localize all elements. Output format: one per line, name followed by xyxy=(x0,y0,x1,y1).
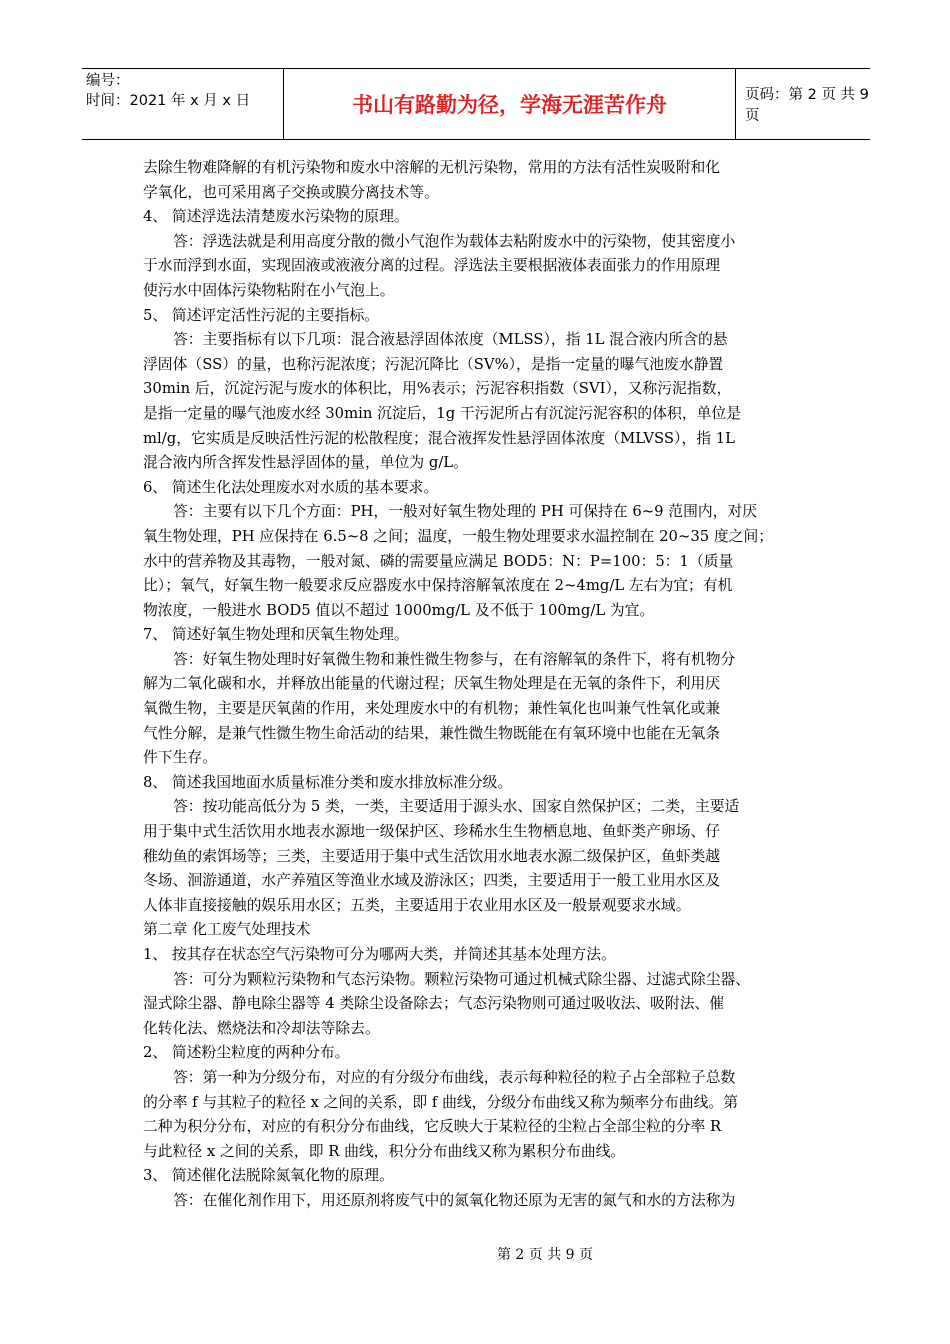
answer-line: 答：第一种为分级分布，对应的有分级分布曲线，表示每种粒径的粒子占全部粒子总数 xyxy=(173,1068,736,1086)
header-page-info: 页码：第 2 页 共 9 页 xyxy=(745,87,869,124)
header-motto-cell xyxy=(283,69,736,139)
body-line: 人体非直接接触的娱乐用水区；五类，主要适用于农业用水区及一般景观要求水域。 xyxy=(143,896,691,914)
body-line: ml/g，它实质是反映活性污泥的松散程度；混合液挥发性悬浮固体浓度（MLVSS），指 1L xyxy=(143,429,735,447)
body-line: 水中的营养物及其毒物，一般对氮、磷的需要量应满足 BOD5：N：P=100：5：1（质量 xyxy=(143,552,734,570)
doc-number-label: 编号： xyxy=(86,73,130,89)
body-line: 气性分解，是兼气性微生物生命活动的结果，兼性微生物既能在有氧环境中也能在无氧条 xyxy=(143,724,721,742)
answer-line: 答：在催化剂作用下，用还原剂将废气中的氮氧化物还原为无害的氮气和水的方法称为 xyxy=(173,1191,736,1209)
body-line: 学氧化，也可采用离子交换或膜分离技术等。 xyxy=(143,183,439,201)
body-line: 化转化法、燃烧法和冷却法等除去。 xyxy=(143,1019,380,1037)
body-line: 30min 后，沉淀污泥与废水的体积比，用%表示；污泥容积指数（SVI），又称污泥指数， xyxy=(143,380,732,398)
body-line: 冬场、洄游通道，水产养殖区等渔业水域及游泳区；四类，主要适用于一般工业用水区及 xyxy=(143,872,721,890)
page-header xyxy=(82,68,870,140)
doc-date: 时间：2021 年 x 月 x 日 xyxy=(86,93,251,109)
answer-line: 答：好氧生物处理时好氧微生物和兼性微生物参与，在有溶解氧的条件下，将有机物分 xyxy=(173,650,736,668)
header-left-cell xyxy=(82,69,282,139)
answer-line: 答：可分为颗粒污染物和气态污染物。颗粒污染物可通过机械式除尘器、过滤式除尘器、 xyxy=(173,970,751,988)
question-heading: 7、 简述好氧生物处理和厌氧生物处理。 xyxy=(143,626,409,644)
body-line: 于水而浮到水面，实现固液或液液分离的过程。浮选法主要根据液体表面张力的作用原理 xyxy=(143,257,721,275)
body-line: 比）；氧气，好氧生物一般要求反应器废水中保持溶解氧浓度在 2~4mg/L 左右为宜；有机 xyxy=(143,577,733,595)
body-line: 是指一定量的曝气池废水经 30min 沉淀后，1g 干污泥所占有沉淀污泥容积的体积，单位是 xyxy=(143,404,742,422)
chapter-heading: 第二章 化工废气处理技术 xyxy=(143,921,311,939)
answer-line: 答：主要指标有以下几项：混合液悬浮固体浓度（MLSS），指 1L 混合液内所含的悬 xyxy=(173,331,728,349)
body-line: 件下生存。 xyxy=(143,749,217,767)
body-line: 混合液内所含挥发性悬浮固体的量，单位为 g/L。 xyxy=(143,454,468,472)
body-line: 氧生物处理，PH 应保持在 6.5~8 之间；温度，一般生物处理要求水温控制在 20~35 度之间； xyxy=(143,527,774,545)
body-line: 二种为积分分布，对应的有积分分布曲线，它反映大于某粒径的尘粒占全部尘粒的分率 R xyxy=(143,1118,722,1136)
body-line: 浮固体（SS）的量，也称污泥浓度；污泥沉降比（SV%），是指一定量的曝气池废水静置 xyxy=(143,355,724,373)
body-line: 氧微生物，主要是厌氧菌的作用，来处理废水中的有机物；兼性氧化也叫兼气性氧化或兼 xyxy=(143,700,721,718)
body-line: 去除生物难降解的有机污染物和废水中溶解的无机污染物，常用的方法有活性炭吸附和化 xyxy=(143,159,721,176)
body-line: 使污水中固体污染物粘附在小气泡上。 xyxy=(143,281,395,299)
page-footer: 第 2 页 共 9 页 xyxy=(496,1247,594,1263)
body-line: 解为二氧化碳和水，并释放出能量的代谢过程；厌氧生物处理是在无氧的条件下，利用厌 xyxy=(143,675,721,693)
body-line: 用于集中式生活饮用水地表水源地一级保护区、珍稀水生生物栖息地、鱼虾类产卵场、仔 xyxy=(143,823,721,841)
body-line: 湿式除尘器、静电除尘器等 4 类除尘设备除去；气态污染物则可通过吸收法、吸附法、催 xyxy=(143,995,725,1013)
body-line: 与此粒径 x 之间的关系，即 R 曲线，积分分布曲线又称为累积分布曲线。 xyxy=(143,1142,626,1160)
question-heading: 6、 简述生化法处理废水对水质的基本要求。 xyxy=(143,478,439,496)
answer-line: 答：浮选法就是利用高度分散的微小气泡作为载体去粘附废水中的污染物，使其密度小 xyxy=(173,232,736,250)
document-body xyxy=(143,156,807,1214)
question-heading: 5、 简述评定活性污泥的主要指标。 xyxy=(143,306,380,324)
body-line: 稚幼鱼的索饵场等；三类，主要适用于集中式生活饮用水地表水源二级保护区，鱼虾类越 xyxy=(143,847,721,865)
question-heading: 4、 简述浮选法清楚废水污染物的原理。 xyxy=(143,208,409,226)
question-heading: 3、 简述催化法脱除氮氧化物的原理。 xyxy=(143,1167,394,1185)
question-heading: 8、 简述我国地面水质量标准分类和废水排放标准分级。 xyxy=(143,773,513,791)
body-line: 的分率 f 与其粒子的粒径 x 之间的关系，即 f 曲线，分级分布曲线又称为频率分布曲线。第 xyxy=(143,1093,739,1111)
answer-line: 答：主要有以下几个方面：PH，一般对好氧生物处理的 PH 可保持在 6~9 范围内，对厌 xyxy=(173,503,758,521)
body-line: 物浓度，一般进水 BOD5 值以不超过 1000mg/L 及不低于 100mg/L 为宜。 xyxy=(143,601,655,619)
question-heading: 1、 按其存在状态空气污染物可分为哪两大类，并简述其基本处理方法。 xyxy=(143,946,616,963)
question-heading: 2、 简述粉尘粒度的两种分布。 xyxy=(143,1044,350,1062)
header-motto: 书山有路勤为径，学海无涯苦作舟 xyxy=(352,93,667,117)
answer-line: 答：按功能高低分为 5 类，一类，主要适用于源头水、国家自然保护区；二类，主要适 xyxy=(173,798,740,816)
